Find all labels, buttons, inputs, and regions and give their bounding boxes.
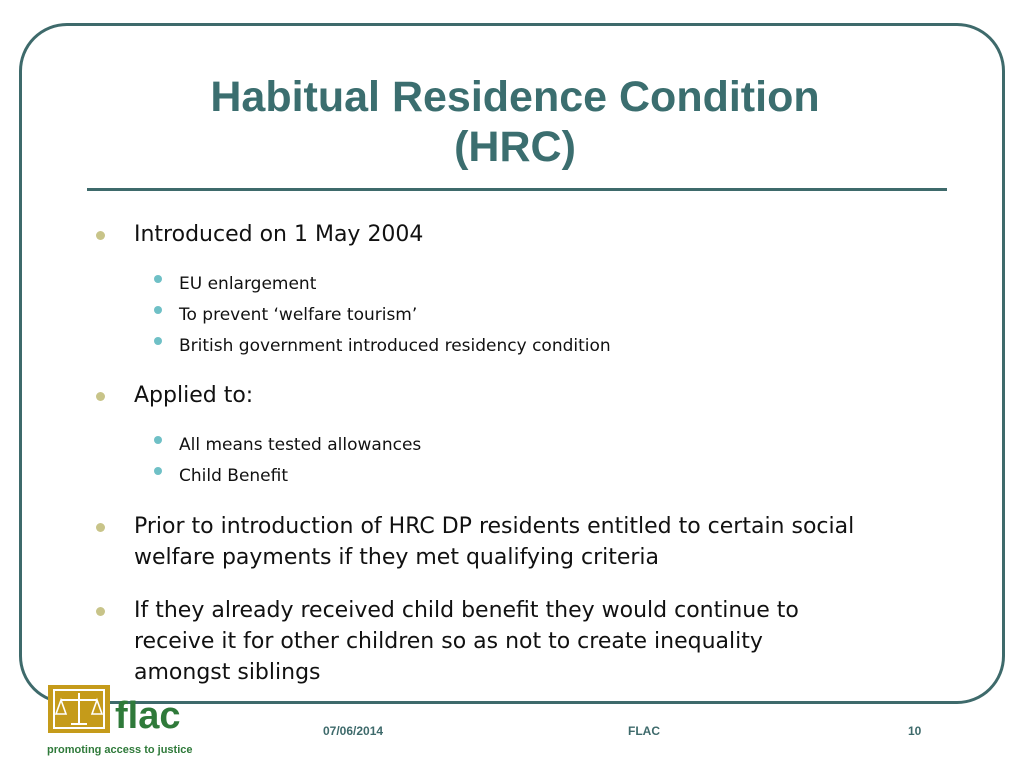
logo-tagline: promoting access to justice [47,744,193,756]
title-line-2: (HRC) [454,123,576,171]
sub-bullet-means-tested: All means tested allowances [179,435,422,455]
slide-title [90,72,940,172]
bullet-prior-line-1: Prior to introduction of HRC DP residents entitled to certain social [134,514,855,539]
bullet-introduced: Introduced on 1 May 2004 [134,219,954,250]
sub-bullet-eu-enlargement: EU enlargement [179,274,317,294]
flac-logo [47,684,212,764]
title-divider [87,188,947,191]
bullet-applied-to: Applied to: [134,380,954,411]
bullet-continue-line-1: If they already received child benefit they would continue to [134,598,799,623]
bullet-child-benefit-continue [134,595,954,688]
footer-center: FLAC [628,724,660,738]
sub-bullet-child-benefit: Child Benefit [179,466,289,486]
title-line-1: Habitual Residence Condition [210,73,820,121]
bullet-prior-to-hrc [134,511,954,573]
slide-number: 10 [908,724,922,738]
logo-wordmark: flac [115,695,181,737]
bullet-continue-line-2: receive it for other children so as not to create inequality [134,629,763,654]
bullet-continue-line-3: amongst siblings [134,660,321,685]
sub-bullet-british-government: British government introduced residency condition [179,336,611,356]
footer-date: 07/06/2014 [323,724,384,738]
bullet-prior-line-2: welfare payments if they met qualifying criteria [134,545,660,570]
sub-bullet-welfare-tourism: To prevent ‘welfare tourism’ [179,305,418,325]
